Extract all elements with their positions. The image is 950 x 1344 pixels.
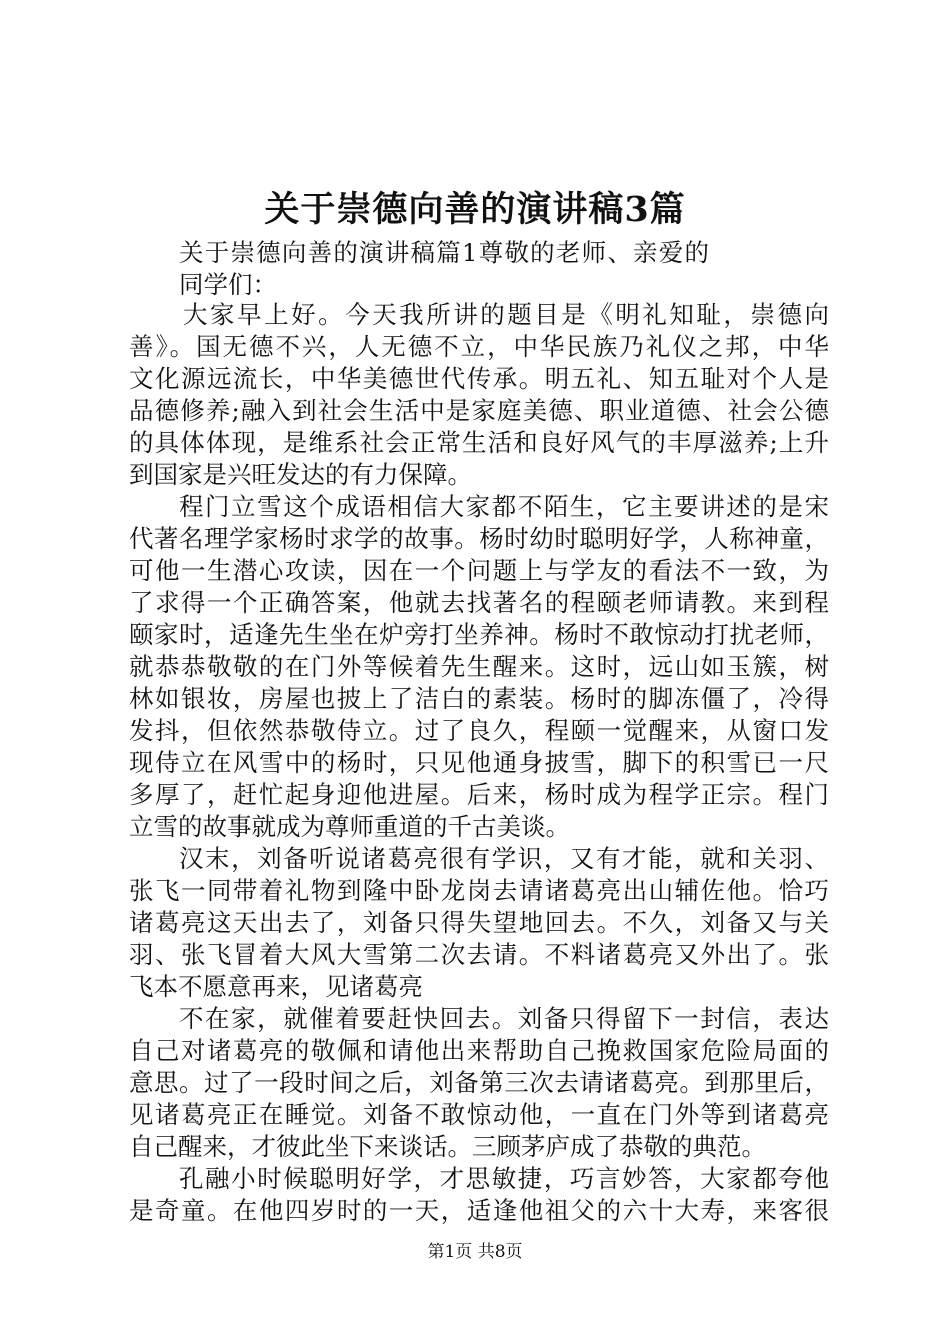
paragraph-line: 文化源远流长，中华美德世代传承。明五礼、知五耻对个人是 <box>129 364 829 393</box>
paragraph-line: 发抖，但依然恭敬侍立。过了良久，程颐一觉醒来，从窗口发 <box>129 716 829 745</box>
paragraph-line: 不在家，就催着要赶快回去。刘备只得留下一封信，表达 <box>179 1004 829 1033</box>
paragraph-line: 羽、张飞冒着大风大雪第二次去请。不料诸葛亮又外出了。张 <box>129 940 829 969</box>
paragraph-line: 多厚了，赶忙起身迎他进屋。后来，杨时成为程学正宗。程门 <box>129 780 829 809</box>
paragraph-line: 可他一生潜心攻读，因在一个问题上与学友的看法不一致，为 <box>129 556 829 585</box>
paragraph-line: 现侍立在风雪中的杨时，只见他通身披雪，脚下的积雪已一尺 <box>129 748 829 777</box>
paragraph-line: 的具体体现，是维系社会正常生活和良好风气的丰厚滋养;上升 <box>129 428 829 457</box>
intro-line: 关于崇德向善的演讲稿篇1尊敬的老师、亲爱的 <box>179 238 709 267</box>
paragraph-line: 代著名理学家杨时求学的故事。杨时幼时聪明好学，人称神童， <box>129 524 829 553</box>
paragraph-line: 大家早上好。今天我所讲的题目是《明礼知耻，崇德向 <box>183 300 829 329</box>
paragraph-line: 自己醒来，才彼此坐下来谈话。三顾茅庐成了恭敬的典范。 <box>129 1132 766 1161</box>
intro-line: 同学们： <box>179 270 277 299</box>
paragraph-line: 善》。国无德不兴，人无德不立，中华民族乃礼仪之邦，中华 <box>129 332 829 361</box>
page-footer: 第1页 共8页 <box>427 1242 523 1262</box>
paragraph-line: 意思。过了一段时间之后，刘备第三次去请诸葛亮。到那里后， <box>129 1068 829 1097</box>
paragraph-line: 到国家是兴旺发达的有力保障。 <box>129 460 472 489</box>
document-title: 关于崇德向善的演讲稿3篇 <box>264 189 686 230</box>
paragraph-line: 品德修养;融入到社会生活中是家庭美德、职业道德、社会公德 <box>129 396 829 425</box>
paragraph-line: 自己对诸葛亮的敬佩和请他出来帮助自己挽救国家危险局面的 <box>129 1036 829 1065</box>
paragraph-line: 是奇童。在他四岁时的一天，适逢他祖父的六十大寿，来客很 <box>129 1196 829 1225</box>
paragraph-line: 了求得一个正确答案，他就去找著名的程颐老师请教。来到程 <box>129 588 829 617</box>
paragraph-line: 孔融小时候聪明好学，才思敏捷，巧言妙答，大家都夸他 <box>179 1164 829 1193</box>
paragraph-line: 立雪的故事就成为尊师重道的千古美谈。 <box>129 812 570 841</box>
paragraph-line: 程门立雪这个成语相信大家都不陌生，它主要讲述的是宋 <box>179 492 829 521</box>
paragraph-line: 林如银妆，房屋也披上了洁白的素装。杨时的脚冻僵了，冷得 <box>129 684 829 713</box>
paragraph-line: 飞本不愿意再来，见诸葛亮 <box>129 972 423 1001</box>
paragraph-line: 汉末，刘备听说诸葛亮很有学识，又有才能，就和关羽、 <box>179 844 829 873</box>
paragraph-line: 张飞一同带着礼物到隆中卧龙岗去请诸葛亮出山辅佐他。恰巧 <box>129 876 829 905</box>
paragraph-line: 诸葛亮这天出去了，刘备只得失望地回去。不久，刘备又与关 <box>129 908 829 937</box>
paragraph-line: 就恭恭敬敬的在门外等候着先生醒来。这时，远山如玉簇，树 <box>129 652 829 681</box>
paragraph-line: 见诸葛亮正在睡觉。刘备不敢惊动他，一直在门外等到诸葛亮 <box>129 1100 829 1129</box>
paragraph-line: 颐家时，适逢先生坐在炉旁打坐养神。杨时不敢惊动打扰老师， <box>129 620 829 649</box>
